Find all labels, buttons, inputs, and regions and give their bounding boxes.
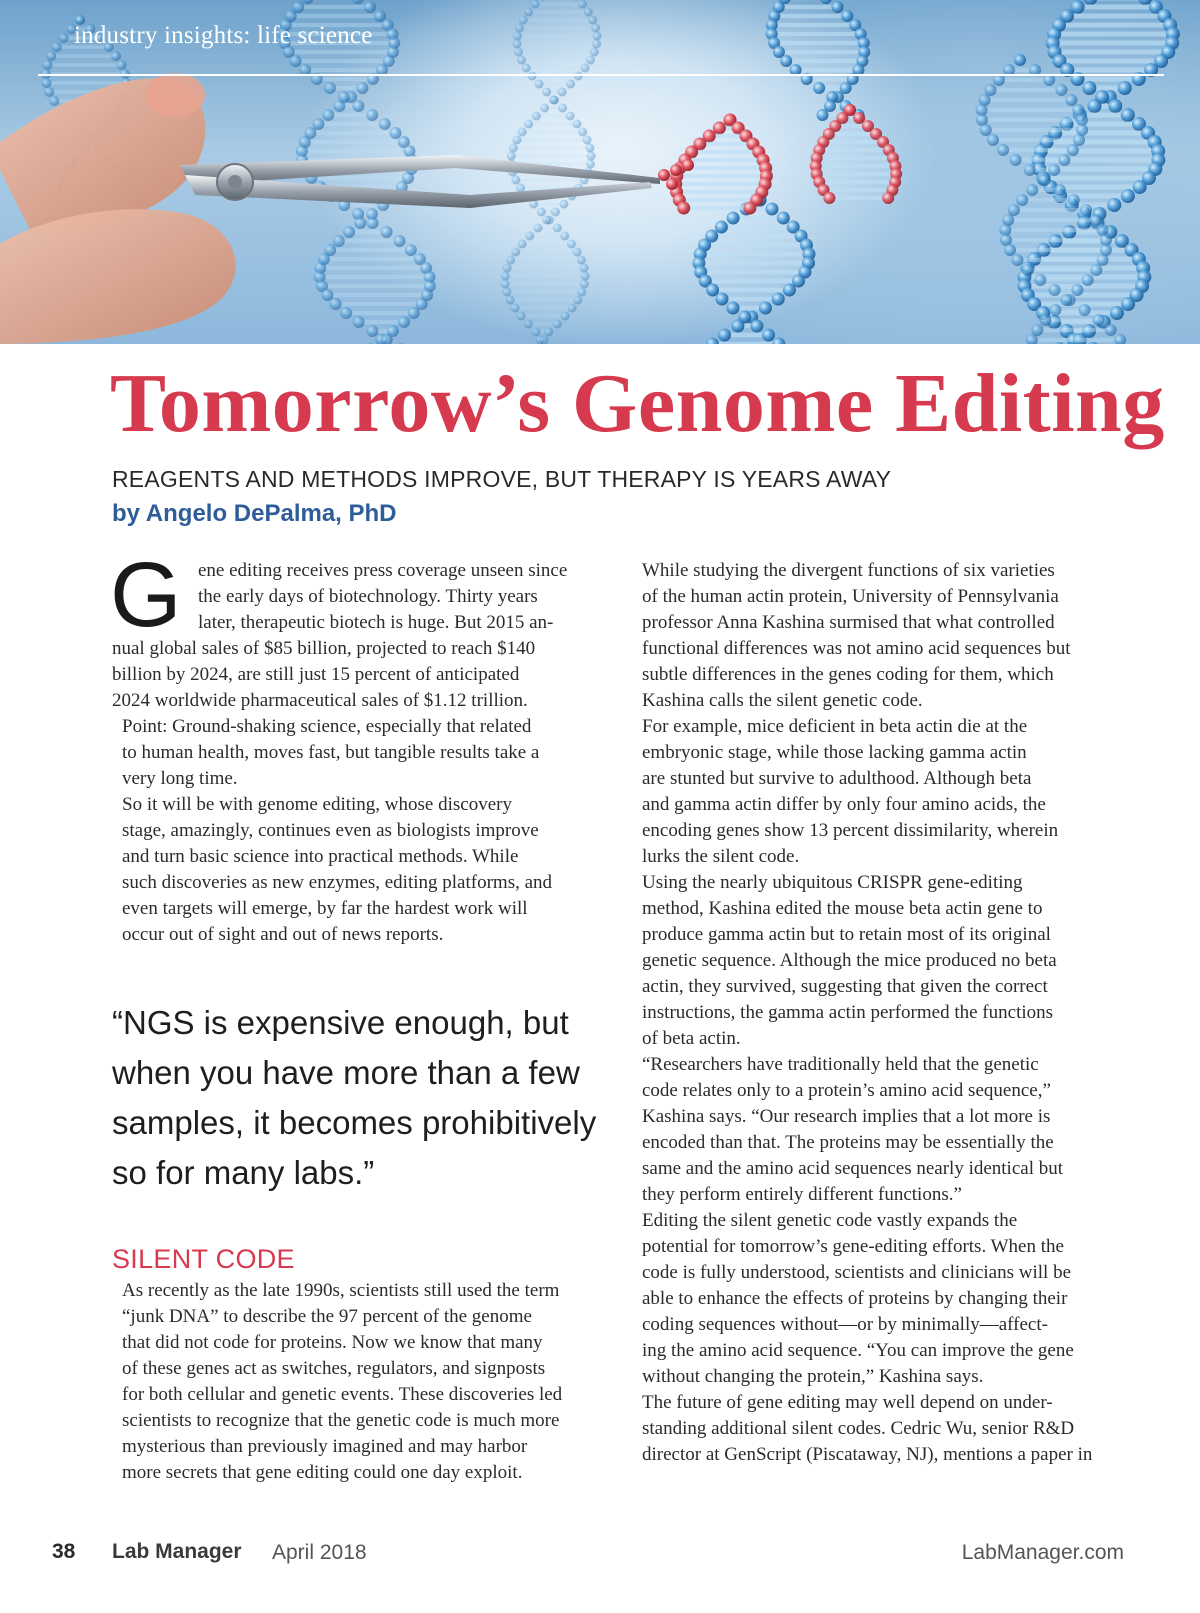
intro-lines-rest (112, 636, 604, 714)
text-line: As recently as the late 1990s, scientists still used the term (122, 1280, 560, 1301)
text-line: instructions, the gamma actin performed the functions (642, 1002, 1054, 1023)
right-column (632, 558, 1124, 1468)
article-title: Tomorrow’s Genome Editing (110, 357, 1165, 450)
text-line: to human health, moves fast, but tangible results take a (122, 742, 540, 763)
text-line: samples, it becomes prohibitively (112, 1104, 597, 1141)
paragraph-crispr (632, 870, 1124, 1052)
paragraph-silent-code (112, 1278, 604, 1486)
intro-lines (112, 558, 604, 636)
text-line: The future of gene editing may well depend on under- (642, 1392, 1053, 1413)
text-line: such discoveries as new enzymes, editing platforms, and (122, 872, 553, 893)
magazine-name: Lab Manager (112, 1540, 242, 1563)
text-line: and turn basic science into practical methods. While (122, 846, 519, 867)
text-line: “junk DNA” to describe the 97 percent of the genome (122, 1306, 532, 1327)
section-heading-silent-code: SILENT CODE (112, 1244, 295, 1274)
text-line: actin, they survived, suggesting that given the correct (642, 976, 1048, 997)
text-line: Kashina says. “Our research implies that a lot more is (642, 1106, 1051, 1127)
text-line: subtle differences in the genes coding for them, which (642, 664, 1054, 685)
text-line: later, therapeutic biotech is huge. But 2015 an- (198, 612, 554, 633)
text-line: even targets will emerge, by far the hardest work will (122, 898, 528, 919)
paragraph-actin-study (632, 558, 1124, 714)
intro-paragraph (110, 544, 604, 714)
text-line: scientists to recognize that the genetic code is much more (122, 1410, 560, 1431)
text-line: standing additional silent codes. Cedric Wu, senior R&D (642, 1418, 1075, 1439)
text-line: code is fully understood, scientists and clinicians will be (642, 1262, 1072, 1283)
text-line: able to enhance the effects of proteins by changing their (642, 1288, 1068, 1309)
text-line: method, Kashina edited the mouse beta actin gene to (642, 898, 1043, 919)
text-line: when you have more than a few (112, 1054, 580, 1091)
paragraph-point (112, 714, 604, 792)
text-line: While studying the divergent functions of six varieties (642, 560, 1055, 581)
text-line: they perform entirely different functions.” (642, 1184, 962, 1205)
pull-quote (112, 998, 597, 1198)
text-line: so for many labs.” (112, 1154, 375, 1191)
text-line: So it will be with genome editing, whose discovery (122, 794, 512, 815)
section-label: industry insights: life science (74, 22, 373, 49)
text-line: stage, amazingly, continues even as biologists improve (122, 820, 539, 841)
text-line: billion by 2024, are still just 15 percent of anticipated (112, 664, 520, 685)
left-column-silent-code (112, 1278, 604, 1486)
text-line: encoded than that. The proteins may be essentially the (642, 1132, 1054, 1153)
text-line: director at GenScript (Piscataway, NJ), mentions a paper in (642, 1444, 1093, 1465)
article-byline: by Angelo DePalma, PhD (112, 500, 397, 527)
text-line: without changing the protein,” Kashina says. (642, 1366, 984, 1387)
text-line: that did not code for proteins. Now we know that many (122, 1332, 543, 1353)
text-line: of these genes act as switches, regulators, and signposts (122, 1358, 546, 1379)
left-column-intro (110, 544, 604, 948)
page-number: 38 (52, 1540, 76, 1563)
text-line: ing the amino acid sequence. “You can improve the gene (642, 1340, 1074, 1361)
text-line: “NGS is expensive enough, but (112, 1004, 569, 1041)
text-line: same and the amino acid sequences nearly identical but (642, 1158, 1064, 1179)
text-line: more secrets that gene editing could one day exploit. (122, 1462, 523, 1483)
text-line: Point: Ground-shaking science, especially that related (122, 716, 532, 737)
text-line: code relates only to a protein’s amino acid sequence,” (642, 1080, 1051, 1101)
text-line: encoding genes show 13 percent dissimilarity, wherein (642, 820, 1059, 841)
text-line: professor Anna Kashina surmised that what controlled (642, 612, 1055, 633)
text-line: and gamma actin differ by only four amino acids, the (642, 794, 1046, 815)
paragraph-kashina-quote (632, 1052, 1124, 1208)
hero-image (0, 0, 1200, 344)
text-line: functional differences was not amino acid sequences but (642, 638, 1071, 659)
text-line: mysterious than previously imagined and may harbor (122, 1436, 528, 1457)
text-line: Using the nearly ubiquitous CRISPR gene-editing (642, 872, 1023, 893)
text-line: occur out of sight and out of news reports. (122, 924, 444, 945)
section-divider (38, 74, 1164, 76)
text-line: 2024 worldwide pharmaceutical sales of $1.12 trillion. (112, 690, 528, 711)
text-line: Editing the silent genetic code vastly expands the (642, 1210, 1018, 1231)
paragraph-silent-code-potential (632, 1208, 1124, 1390)
text-line: “Researchers have traditionally held that the genetic (642, 1054, 1039, 1075)
text-line: ene editing receives press coverage unseen since (198, 560, 568, 581)
text-line: embryonic stage, while those lacking gamma actin (642, 742, 1027, 763)
text-line: are stunted but survive to adulthood. Although beta (642, 768, 1032, 789)
text-line: potential for tomorrow’s gene-editing efforts. When the (642, 1236, 1064, 1257)
text-line: coding sequences without—or by minimally—affect- (642, 1314, 1048, 1335)
website-url: LabManager.com (961, 1541, 1124, 1564)
dna-helix-illustration (0, 0, 1200, 344)
text-line: genetic sequence. Although the mice produced no beta (642, 950, 1057, 971)
paragraph-genome-editing (112, 792, 604, 948)
paragraph-future (632, 1390, 1124, 1468)
text-line: of the human actin protein, University of Pennsylvania (642, 586, 1059, 607)
text-line: very long time. (122, 768, 238, 789)
text-line: Kashina calls the silent genetic code. (642, 690, 923, 711)
text-line: nual global sales of $85 billion, projected to reach $140 (112, 638, 536, 659)
text-line: For example, mice deficient in beta actin die at the (642, 716, 1028, 737)
text-line: lurks the silent code. (642, 846, 800, 867)
issue-date: April 2018 (272, 1541, 367, 1564)
text-line: of beta actin. (642, 1028, 741, 1049)
drop-cap: G (110, 544, 182, 646)
text-line: for both cellular and genetic events. These discoveries led (122, 1384, 563, 1405)
text-line: the early days of biotechnology. Thirty years (198, 586, 538, 607)
article-subtitle: REAGENTS AND METHODS IMPROVE, BUT THERAPY IS YEARS AWAY (112, 466, 892, 492)
paragraph-mice-example (632, 714, 1124, 870)
text-line: produce gamma actin but to retain most of its original (642, 924, 1051, 945)
